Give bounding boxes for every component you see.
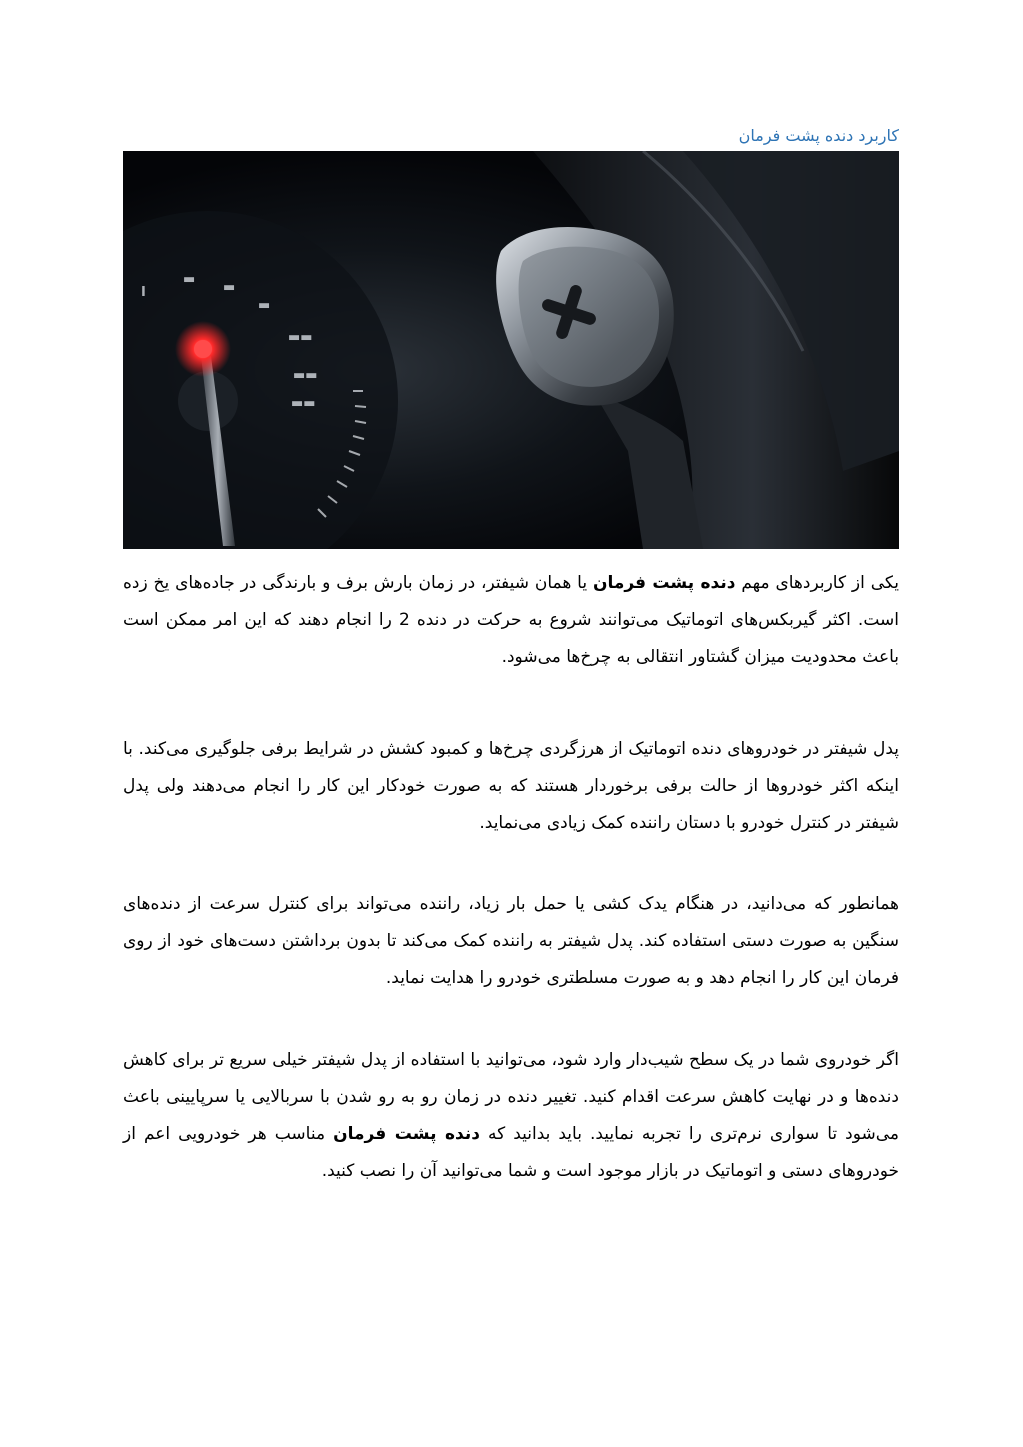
paddle-shifter-photo [123,151,899,549]
page-title: کاربرد دنده پشت فرمان [738,126,899,145]
paragraph-4 [123,1042,899,1190]
paragraph-1 [123,565,899,676]
svg-text:▬▬: ▬▬ [288,330,313,345]
svg-text:▬▬: ▬▬ [291,396,316,411]
svg-text:▬: ▬ [258,298,271,313]
svg-text:Ⅰ: Ⅰ [141,285,146,300]
paragraph-4-bold-term: دنده پشت فرمان [333,1124,480,1144]
svg-text:▬▬: ▬▬ [293,368,318,383]
paragraph-4-start: اگر خودروی شما در یک سطح شیب‌دار وارد شود، می‌توانید با استفاده از پدل شیفتر خیلی سریع تر برای کاهش دنده‌ها و در نهایت کاهش سرعت اقدام کنید. تغییر دنده در زمان رو به رو شدن با سربالایی یا سرپایینی باعث می‌شود تا سواری نرم‌تری را تجربه نمایید. باید بدانید که [123,1050,899,1144]
paragraph-3: همانطور که می‌دانید، در هنگام یدک کشی یا حمل بار زیاد، راننده می‌تواند برای کنترل سرعت از دنده‌های سنگین به صورت دستی استفاده کند. پدل شیفتر به راننده کمک می‌کند تا بدون برداشتن دست‌های خود از روی فرمان این کار را انجام دهد و به صورت مسلطتری خودرو را هدایت نماید. [123,894,899,988]
svg-text:▬: ▬ [183,272,196,287]
paragraph-1-start: یکی از کاربردهای مهم [735,573,900,593]
paragraph-2: پدل شیفتر در خودروهای دنده اتوماتیک از هرزگردی چرخ‌ها و کمبود کشش در شرایط برفی جلوگیری می‌کند. با اینکه اکثر خودروها از حالت برفی برخوردار هستند که به صورت خودکار این کار را انجام می‌دهند ولی پدل شیفتر در کنترل خودرو با دستان راننده کمک زیادی می‌نماید. [123,739,899,833]
paragraph-1-end: یا همان شیفتر، در زمان بارش برف و بارندگی در جاده‌های یخ زده است. اکثر گیربکس‌های اتوماتیک می‌توانند شروع به حرکت در دنده 2 را انجام دهند که این امر ممکن است باعث محدودیت میزان گشتاور انتقالی به چرخ‌ها می‌شود. [123,573,899,667]
paragraph-4-end: مناسب هر خودرویی اعم از خودروهای دستی و اتوماتیک در بازار موجود است و شما می‌توانید آن را نصب کنید. [123,1124,899,1181]
paragraph-1-bold-term: دنده پشت فرمان [592,573,736,593]
svg-text:▬: ▬ [223,280,236,295]
